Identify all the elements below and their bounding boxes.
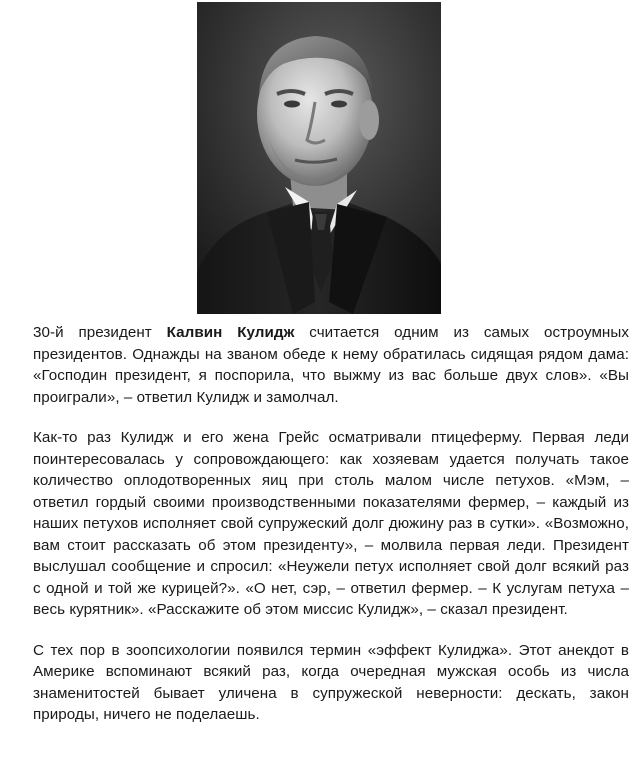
paragraph-coolidge-effect: С тех пор в зоопсихологии появился термин «эффект Кулиджа». Этот анекдот в Америке вспоминают всякий раз, когда очередная мужская особь из числа знаменитостей бывает уличена в супружеской неверности: дескать, закон природы, ничего не поделаешь. [33, 641, 629, 723]
article [33, 322, 629, 726]
paragraph-intro [33, 322, 629, 408]
intro-rest: считается одним из самых остроумных президентов. Однажды на званом обеде к нему обратилась сидящая рядом дама: «Господин президент, я поспорила, что выжму из вас больше двух слов». «Вы проиграли», – ответил Кулидж и замолчал. [33, 324, 629, 406]
paragraph-farm-story: Как-то раз Кулидж и его жена Грейс осматривали птицеферму. Первая леди поинтересовалась у сопровождающего: как хозяевам удается получать такое количество оплодотворенных яиц при столь малом числе петухов. «Мэм, – ответил гордый своими производственными показателями фермер, – каждый из наших петухов исполняет свой супружеский долг дюжину раз в сутки». «Возможно, вам стоит рассказать об этом президенту», – молвила первая леди. Президент выслушал сообщение и спросил: «Неужели петух исполняет свой долг всякий раз с одной и той же курицей?». «О нет, сэр, – ответил фермер. – К услугам петуха – весь курятник». «Расскажите об этом миссис Кулидж», – сказал президент. [33, 429, 629, 618]
president-name: Калвин Кулидж [166, 324, 295, 341]
intro-text: 30-й президент [33, 324, 167, 341]
portrait-photo [197, 2, 441, 314]
portrait-icon [197, 2, 441, 314]
